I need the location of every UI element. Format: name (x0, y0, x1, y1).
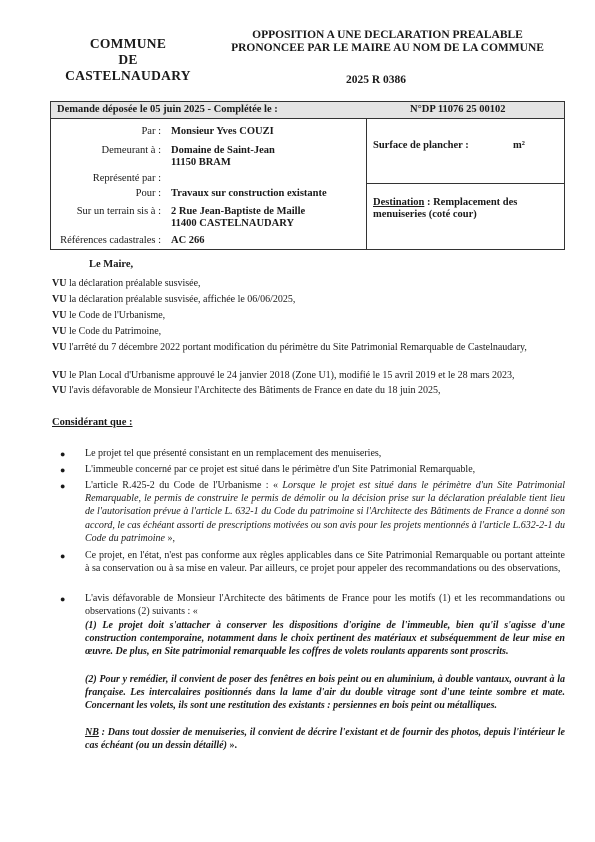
demeurant-line-1: Domaine de Saint-Jean (171, 145, 275, 156)
abf-recommendation-2: (2) Pour y remédier, il convient de poser des fenêtres en bois peint ou en aluminium, à double vantaux, ouvrant à la française. Les intercalaires positionnés dans la lame d'air du double vitrage sont d'une teinte sombre et mate. Concernant les volets, ils sont une restitution des existants : persiennes en bois peint ou métalliques. (85, 674, 565, 712)
demeurant-label: Demeurant à : (101, 145, 161, 156)
cadastre-value: AC 266 (171, 235, 205, 246)
vu-1 (52, 277, 567, 291)
dp-number: N°DP 11076 25 00102 (410, 104, 506, 115)
pour-label: Pour : (135, 188, 161, 199)
request-info-header (51, 102, 564, 119)
article-quote: Lorsque le projet est situé dans le périmètre d'un Site Patrimonial Remarquable, le permis de construire le permis de démolir ou la décision prise sur la déclaration préalable tient lieu de l'autorisation prévue à l'article L. 632-1 du Code du patrimoine si l'Architecte des Bâtiments de France a donné son accord, le cas échéant assorti de prescriptions motivées ou son avis pour les projets mentionnés à l'article L.632-2-1 du Code du patrimoine (85, 480, 565, 544)
vu-4 (52, 325, 567, 339)
bullet-4: ● (60, 551, 66, 561)
bullet-2: ● (60, 465, 66, 475)
request-date: Demande déposée le 05 juin 2025 - Complétée le : (57, 104, 278, 115)
commune-line-2: DE (118, 52, 138, 67)
vu-prefix: VU (52, 294, 67, 305)
bullet-5: ● (60, 594, 66, 604)
terrain-line-1: 2 Rue Jean-Baptiste de Maille (171, 206, 306, 217)
vu-text: le Code du Patrimoine, (66, 326, 162, 337)
terrain-line-2: 11400 CASTELNAUDARY (171, 218, 295, 229)
considerant-item-3 (85, 479, 565, 545)
vu-text: l'arrêté du 7 décembre 2022 portant modification du périmètre du Site Patrimonial Remarquable de Castelnaudary, (66, 342, 527, 353)
vu-text: le Plan Local d'Urbanisme approuvé le 24 janvier 2018 (Zone U1), modifié le 15 avril 2019 et le 28 mars 2023, (66, 370, 515, 381)
destination-label: Destination (373, 197, 425, 208)
par-label: Par : (141, 126, 161, 137)
considerant-item-5: L'avis défavorable de Monsieur l'Architecte des bâtiments de France pour les motifs (1) et les recommandations ou observations (2) suivants : « (85, 593, 565, 618)
bullet-1: ● (60, 449, 66, 459)
considerant-item-2: L'immeuble concerné par ce projet est situé dans le périmètre d'un Site Patrimonial Remarquable, (85, 464, 476, 475)
document-title-line-1: OPPOSITION A UNE DECLARATION PREALABLE (252, 29, 523, 41)
abf-note (85, 726, 565, 752)
demeurant-line-2: 11150 BRAM (171, 157, 231, 168)
par-value: Monsieur Yves COUZI (171, 126, 274, 137)
commune-line-3: CASTELNAUDARY (65, 68, 191, 83)
abf-motif-1: (1) Le projet doit s'attacher à conserver les dispositions d'origine de l'immeuble, bien qu'il s'agisse d'une construction contemporaine, notamment dans le choix pertinent des matériaux et subséquemment de leur mise en œuvre. De plus, en Site patrimonial remarquable les coffres de volets roulants apparents sont proscrits. (85, 620, 565, 658)
terrain-label: Sur un terrain sis à : (76, 206, 161, 217)
decision-reference: 2025 R 0386 (346, 74, 407, 86)
destination-value: : Remplacement des menuiseries (coté cour) (373, 197, 518, 220)
vu-prefix: VU (52, 326, 67, 337)
nb-label: NB (85, 727, 99, 738)
represente-label: Représenté par : (92, 173, 161, 184)
considerant-heading: Considérant que : (52, 417, 133, 428)
vu-prefix: VU (52, 385, 67, 396)
commune-header (48, 36, 208, 84)
row-divider (366, 183, 564, 184)
vu-text: le Code de l'Urbanisme, (66, 310, 166, 321)
considerant-item-4: Ce projet, en l'état, n'est pas conforme aux règles applicables dans ce Site Patrimonial Remarquable ou portant atteinte à sa conservation ou à sa mise en valeur. Par ailleurs, ce projet pour appeler des recommandations ou des observations, (85, 550, 565, 575)
vu-prefix: VU (52, 310, 67, 321)
cadastre-label: Références cadastrales : (60, 235, 161, 246)
vu-2 (52, 293, 567, 307)
surface-label: Surface de plancher : (373, 140, 469, 151)
nb-end: ». (226, 740, 237, 752)
vu-text: la déclaration préalable susvisée, affichée le 06/06/2025, (66, 294, 296, 305)
request-info-box (50, 101, 565, 250)
bullet-3: ● (60, 481, 66, 491)
article-end: », (165, 532, 175, 544)
le-maire: Le Maire, (89, 259, 134, 270)
vu-7 (52, 384, 567, 398)
vu-text: l'avis défavorable de Monsieur l'Architecte des Bâtiments de France en date du 18 juin 2025, (66, 385, 441, 396)
destination (373, 197, 559, 221)
vu-5 (52, 341, 567, 355)
document-title (210, 29, 565, 55)
vu-prefix: VU (52, 370, 67, 381)
vu-prefix: VU (52, 342, 67, 353)
pour-value: Travaux sur construction existante (171, 188, 327, 199)
nb-text: : Dans tout dossier de menuiseries, il convient de décrire l'existant et de fournir des photos, depuis l'intérieur le cas échéant (ou un dessin détaillé) (85, 727, 565, 752)
vu-3 (52, 309, 567, 323)
vu-prefix: VU (52, 278, 67, 289)
commune-line-1: COMMUNE (89, 36, 167, 51)
considerant-item-1: Le projet tel que présenté consistant en un remplacement des menuiseries, (85, 448, 382, 459)
vu-text: la déclaration préalable susvisée, (66, 278, 201, 289)
article-intro: L'article R.425-2 du Code de l'Urbanisme : « (85, 480, 283, 491)
vu-6 (52, 369, 567, 383)
document-title-line-2: PRONONCEE PAR LE MAIRE AU NOM DE LA COMMUNE (231, 42, 544, 54)
surface-unit: m² (513, 140, 525, 151)
